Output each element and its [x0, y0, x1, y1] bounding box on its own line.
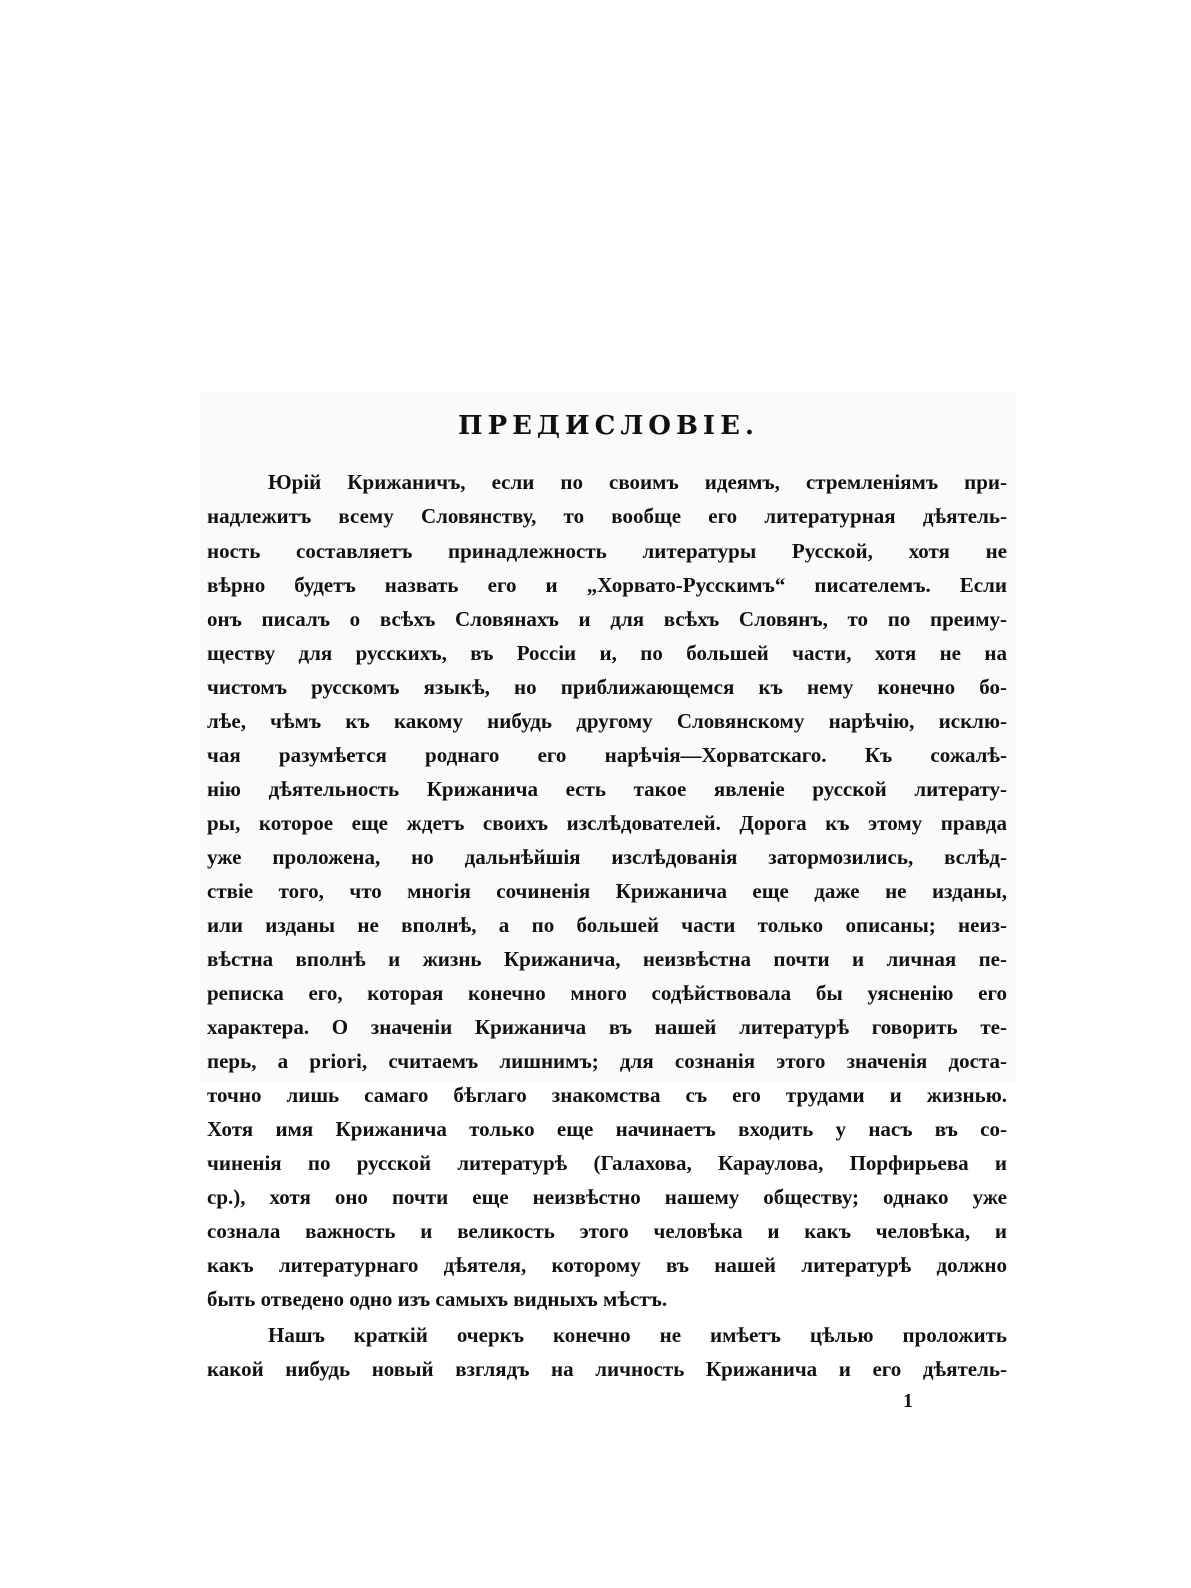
text-line: лѣе, чѣмъ къ какому нибудь другому Словянскому нарѣчію, исклю-	[207, 709, 1007, 733]
text-line: чистомъ русскомъ языкѣ, но приближающемся къ нему конечно бо-	[207, 675, 1007, 699]
text-line: перь, a priori, считаемъ лишнимъ; для сознанія этого значенія доста-	[207, 1049, 1007, 1073]
page-number: 1	[903, 1390, 913, 1412]
text-line: онъ писалъ о всѣхъ Словянахъ и для всѣхъ Словянъ, то по преиму-	[207, 607, 1007, 631]
text-line: ществу для русскихъ, въ Россіи и, по большей части, хотя не на	[207, 641, 1007, 665]
text-line: Нашъ краткій очеркъ конечно не имѣетъ цѣлью проложить	[268, 1323, 1007, 1347]
text-line: надлежитъ всему Словянству, то вообще его литературная дѣятель-	[207, 504, 1007, 528]
text-line: или изданы не вполнѣ, а по большей части только описаны; неиз-	[207, 913, 1007, 937]
text-line: ствіе того, что многія сочиненія Крижанича еще даже не изданы,	[207, 879, 1007, 903]
text-line: Юрій Крижаничъ, если по своимъ идеямъ, стремленіямъ при-	[268, 470, 1007, 494]
text-line: реписка его, которая конечно много содѣйствовала бы уясненію его	[207, 981, 1007, 1005]
text-line: быть отведено одно изъ самыхъ видныхъ мѣстъ.	[207, 1287, 668, 1311]
page-title: ПРЕДИСЛОВІЕ.	[458, 411, 759, 441]
text-line: какъ литературнаго дѣятеля, которому въ нашей литературѣ должно	[207, 1253, 1007, 1277]
text-line: чиненія по русской литературѣ (Галахова, Караулова, Порфирьева и	[207, 1151, 1007, 1175]
text-line: Хотя имя Крижанича только еще начинаетъ входить у насъ въ со-	[207, 1117, 1007, 1141]
text-line: ср.), хотя оно почти еще неизвѣстно нашему обществу; однако уже	[207, 1185, 1007, 1209]
text-line: сознала важность и великость этого человѣка и какъ человѣка, и	[207, 1219, 1007, 1243]
text-line: какой нибудь новый взглядъ на личность Крижанича и его дѣятель-	[207, 1357, 1007, 1381]
text-line: ность составляетъ принадлежность литературы Русской, хотя не	[207, 539, 1007, 563]
text-line: точно лишь самаго бѣглаго знакомства съ его трудами и жизнью.	[207, 1083, 1007, 1107]
text-line: уже проложена, но дальнѣйшія изслѣдованія затормозились, вслѣд-	[207, 845, 1007, 869]
text-line: вѣстна вполнѣ и жизнь Крижанича, неизвѣстна почти и личная пе-	[207, 947, 1007, 971]
text-line: вѣрно будетъ назвать его и „Хорвато-Русскимъ“ писателемъ. Если	[207, 573, 1007, 597]
text-line: характера. О значеніи Крижанича въ нашей литературѣ говорить те-	[207, 1015, 1007, 1039]
text-line: нію дѣятельность Крижанича есть такое явленіе русской литерату-	[207, 777, 1007, 801]
text-line: чая разумѣется роднаго его нарѣчія—Хорватскаго. Къ сожалѣ-	[207, 743, 1007, 767]
text-line: ры, которое еще ждетъ своихъ изслѣдователей. Дорога къ этому правда	[207, 811, 1007, 835]
